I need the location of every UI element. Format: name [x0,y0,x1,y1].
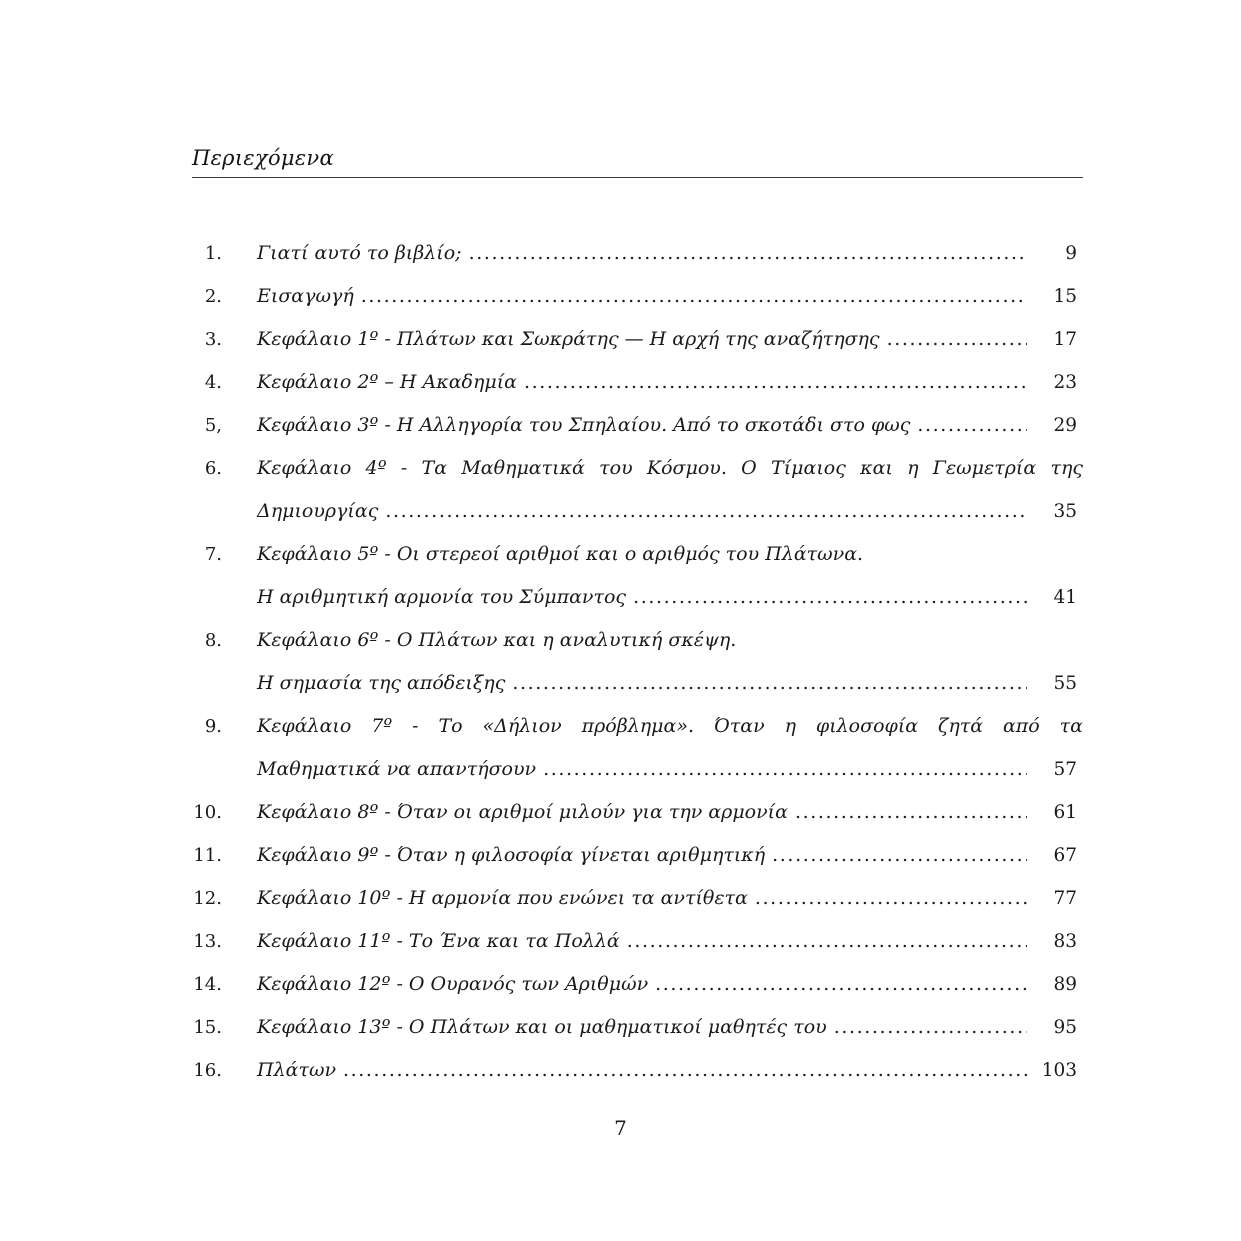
dot-leader [633,576,1027,619]
dot-leader [543,748,1027,791]
dot-leader [469,232,1027,275]
dot-leader [343,1049,1027,1092]
entry-title-line1: Κεφάλαιο 6º - Ο Πλάτων και η αναλυτική σκέψη. [257,629,737,651]
toc-entry [192,834,1083,877]
toc-entry [192,318,1083,361]
entry-page-number: 15 [1053,286,1077,307]
entry-number: 9. [204,716,222,737]
entry-title-line2: Η αριθμητική αρμονία του Σύμπαντος [257,586,627,608]
entry-title-line1: Κεφάλαιο 4º - Τα Μαθηματικά του Κόσμου. Ο Τίμαιος και η Γεωμετρία της [257,457,1083,479]
dot-leader [834,1006,1027,1049]
entry-number: 13. [193,931,222,952]
entry-page-number: 89 [1053,974,1077,995]
entry-page-number: 57 [1053,759,1077,780]
entry-page-number: 77 [1053,888,1077,909]
entry-page-number: 103 [1041,1060,1077,1081]
entry-title: Κεφάλαιο 1º - Πλάτων και Σωκράτης — Η αρχή της αναζήτησης [257,328,880,350]
entry-page-number: 95 [1053,1017,1077,1038]
toc-entry [192,920,1083,963]
page-header [192,146,1083,178]
dot-leader [917,404,1027,447]
entry-number: 8. [204,630,222,651]
entry-number: 16. [193,1060,222,1081]
entry-page-number: 41 [1053,587,1077,608]
entry-title: Κεφάλαιο 2º – Η Ακαδημία [257,371,517,393]
toc-entry [192,705,1083,791]
header-rule [192,177,1083,178]
entry-title: Κεφάλαιο 12º - Ο Ουρανός των Αριθμών [257,973,649,995]
entry-number: 3. [204,329,222,350]
dot-leader [385,490,1027,533]
entry-page-number: 67 [1053,845,1077,866]
toc-entry [192,1049,1083,1092]
entry-title: Πλάτων [257,1059,336,1081]
entry-page-number: 9 [1065,243,1077,264]
entry-title: Κεφάλαιο 13º - Ο Πλάτων και οι μαθηματικοί μαθητές του [257,1016,827,1038]
entry-number: 12. [193,888,222,909]
entry-number: 7. [204,544,222,565]
entry-page-number: 29 [1053,415,1077,436]
entry-title-line2: Δημιουργίας [257,500,379,522]
table-of-contents [192,232,1083,1092]
entry-number: 1. [204,243,222,264]
entry-number: 14. [193,974,222,995]
dot-leader [627,920,1027,963]
toc-entry [192,877,1083,920]
entry-title: Εισαγωγή [257,285,354,307]
toc-entry [192,791,1083,834]
dot-leader [361,275,1027,318]
dot-leader [524,361,1027,404]
entry-number: 4. [204,372,222,393]
entry-page-number: 17 [1053,329,1077,350]
toc-entry [192,963,1083,1006]
toc-entry [192,361,1083,404]
toc-entry [192,232,1083,275]
entry-number: 2. [204,286,222,307]
entry-page-number: 23 [1053,372,1077,393]
toc-entry [192,619,1083,705]
entry-title: Κεφάλαιο 10º - Η αρμονία που ενώνει τα αντίθετα [257,887,748,909]
entry-page-number: 61 [1053,802,1077,823]
toc-entry [192,275,1083,318]
dot-leader [887,318,1027,361]
toc-entry [192,533,1083,619]
entry-title: Κεφάλαιο 11º - Το Ένα και τα Πολλά [257,930,620,952]
toc-entry [192,404,1083,447]
entry-title: Κεφάλαιο 8º - Όταν οι αριθμοί μιλούν για την αρμονία [257,801,788,823]
entry-number: 10. [193,802,222,823]
entry-title: Κεφάλαιο 3º - Η Αλληγορία του Σπηλαίου. Από το σκοτάδι στο φως [257,414,911,436]
toc-entry [192,447,1083,533]
entry-number: 5, [204,415,222,436]
dot-leader [655,963,1027,1006]
entry-number: 15. [193,1017,222,1038]
entry-title-line1: Κεφάλαιο 5º - Οι στερεοί αριθμοί και ο αριθμός του Πλάτωνα. [257,543,864,565]
page-title: Περιεχόμενα [192,146,334,170]
dot-leader [772,834,1027,877]
entry-title: Κεφάλαιο 9º - Όταν η φιλοσοφία γίνεται αριθμητική [257,844,766,866]
dot-leader [755,877,1027,920]
dot-leader [795,791,1027,834]
entry-title-line2: Η σημασία της απόδειξης [257,672,506,694]
entry-page-number: 55 [1053,673,1077,694]
entry-title-line2: Μαθηματικά να απαντήσουν [257,758,537,780]
footer-page-number: 7 [614,1116,627,1140]
toc-entry [192,1006,1083,1049]
dot-leader [512,662,1027,705]
entry-number: 11. [193,845,222,866]
entry-number: 6. [204,458,222,479]
entry-page-number: 35 [1053,501,1077,522]
entry-title: Γιατί αυτό το βιβλίο; [257,242,462,264]
entry-page-number: 83 [1053,931,1077,952]
entry-title-line1: Κεφάλαιο 7º - Το «Δήλιον πρόβλημα». Όταν η φιλοσοφία ζητά από τα [257,715,1083,737]
